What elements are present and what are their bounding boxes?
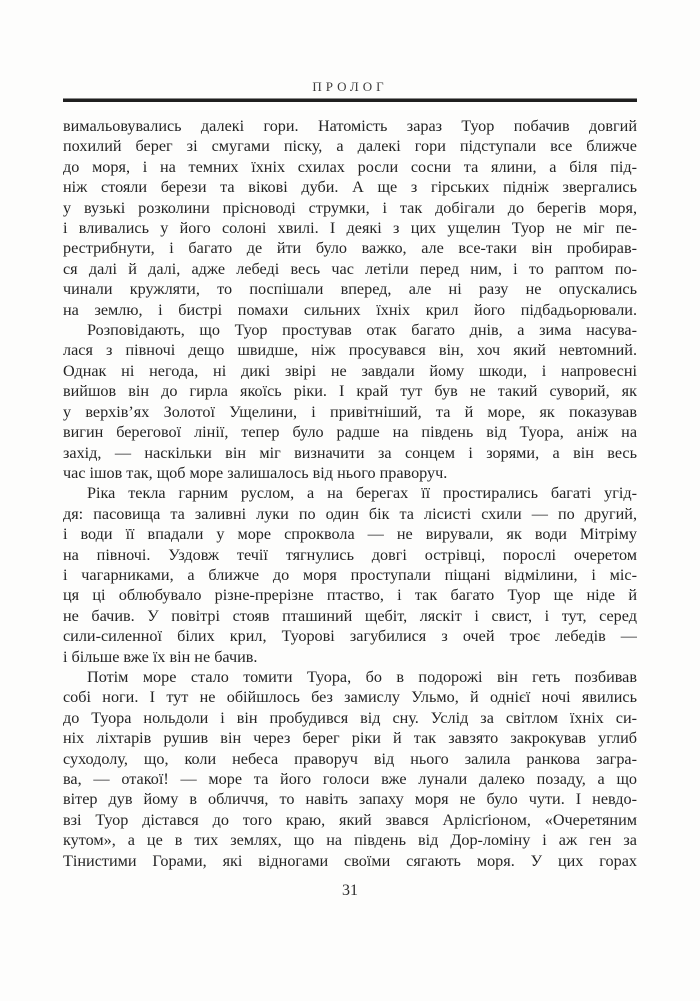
text-line: і води її впадали у море спроквола — не вирували, як води Мітріму: [63, 525, 637, 544]
text-line: Потім море стало томити Туора, бо в подорожі він геть позбивав: [87, 667, 637, 686]
text-line: Розповідають, що Туор простував отак багато днів, а зима насува-: [87, 321, 637, 340]
page-body: [63, 116, 637, 871]
text-line: ва, — отакої! — море та його голоси вже лунали далеко позаду, а що: [63, 770, 637, 788]
text-line: і більше вже їх він не бачив.: [63, 647, 258, 666]
paragraph: [63, 483, 637, 667]
page-number: 31: [342, 882, 358, 899]
text-line: у вузькі розколини прісноводі струмки, і так добігали до берегів моря,: [63, 198, 637, 217]
text-line: дя: пасовища та заливні луки по один бік та лісисті схили — по другий,: [63, 504, 637, 523]
text-line: на півночі. Уздовж течії тягнулись довгі острівці, порослі очеретом: [63, 545, 637, 564]
text-line: взі Туор дістався до того краю, який звався Арлісґіоном, «Очеретяним: [63, 810, 637, 829]
text-line: ся далі й далі, адже лебеді весь час летіли перед ним, і то раптом по-: [63, 259, 637, 278]
text-line: чинали кружляти, то поспішали вперед, але ні разу не опускались: [63, 280, 637, 299]
text-line: вийшов він до гирла якоїсь ріки. І край тут був не такий суворий, як: [63, 382, 637, 401]
text-line: не бачив. У повітрі стояв пташиний щебіт, ляскіт і свист, і тут, серед: [63, 606, 637, 625]
text-line: Однак ні негода, ні дикі звірі не завдали йому шкоди, і напровесні: [63, 361, 637, 380]
text-line: ця ці облюбувало різне-прерізне птаство, і так багато Туор ще ніде й: [63, 586, 637, 605]
text-line: сили-силенної білих крил, Туорові загубилися з очей троє лебедів —: [63, 627, 637, 646]
paragraph: [63, 320, 637, 483]
text-line: похилий берег зі смугами піску, а далекі гори підступали все ближче: [63, 137, 637, 156]
header-rule: [63, 98, 637, 102]
text-line: Тінистими Горами, які відногами своїми сягають моря. У цих горах: [63, 851, 637, 870]
text-line: кутом», а це в тих землях, що на південь від Дор-ломіну і аж ген за: [63, 831, 637, 850]
text-line: і чагарниками, а ближче до моря проступали піщані відмілини, і міс-: [63, 565, 637, 584]
text-line: вітер дув йому в обличчя, то навіть запаху моря не було чути. І невдо-: [63, 790, 637, 809]
text-line: вигин берегової лінії, тепер було радше на південь від Туора, аніж на: [63, 423, 637, 442]
text-line: ніж стояли берези та вікові дуби. А ще з гірських підніж звергались: [63, 178, 637, 197]
text-line: собі ноги. І тут не обійшлось без замислу Ульмо, й однієї ночі явились: [63, 688, 637, 707]
text-line: захід, — наскільки він міг визначити за сонцем і зорями, а він весь: [63, 443, 637, 462]
text-line: суходолу, що, коли небеса праворуч від нього залила ранкова загра-: [63, 749, 637, 768]
text-line: час ішов так, щоб море залишалось від нього праворуч.: [63, 463, 448, 482]
paragraph: [63, 116, 637, 320]
text-line: лася з півночі дещо швидше, ніж просувався він, хоч який невтомний.: [63, 341, 637, 360]
text-line: у верхів’ях Золотої Ущелини, і привітніший, та й море, як показував: [63, 402, 637, 421]
text-line: вимальовувались далекі гори. Натомість зараз Туор побачив довгий: [63, 117, 637, 135]
text-line: Ріка текла гарним руслом, а на берегах її простирались багаті угід-: [87, 484, 637, 503]
text-line: ніх ліхтарів рушив він через берег ріки й так завзято закрокував углиб: [63, 729, 637, 748]
text-line: до моря, і на темних їхніх схилах росли сосни та ялини, а біля під-: [63, 157, 637, 176]
paragraph: [63, 667, 637, 871]
text-line: до Туора нольдоли і він пробудився від сну. Услід за світлом їхніх си-: [63, 708, 637, 727]
text-line: на землю, і бистрі помахи сильних їхніх крил його підбадьорювали.: [63, 300, 637, 319]
text-line: рестрибнути, і багато де йти було важко, але все-таки він пробирав-: [63, 239, 637, 258]
running-head: ПРОЛОГ: [312, 79, 388, 94]
text-line: і вливались у його солоні хвилі. І деякі з цих ущелин Туор не міг пе-: [63, 219, 637, 238]
